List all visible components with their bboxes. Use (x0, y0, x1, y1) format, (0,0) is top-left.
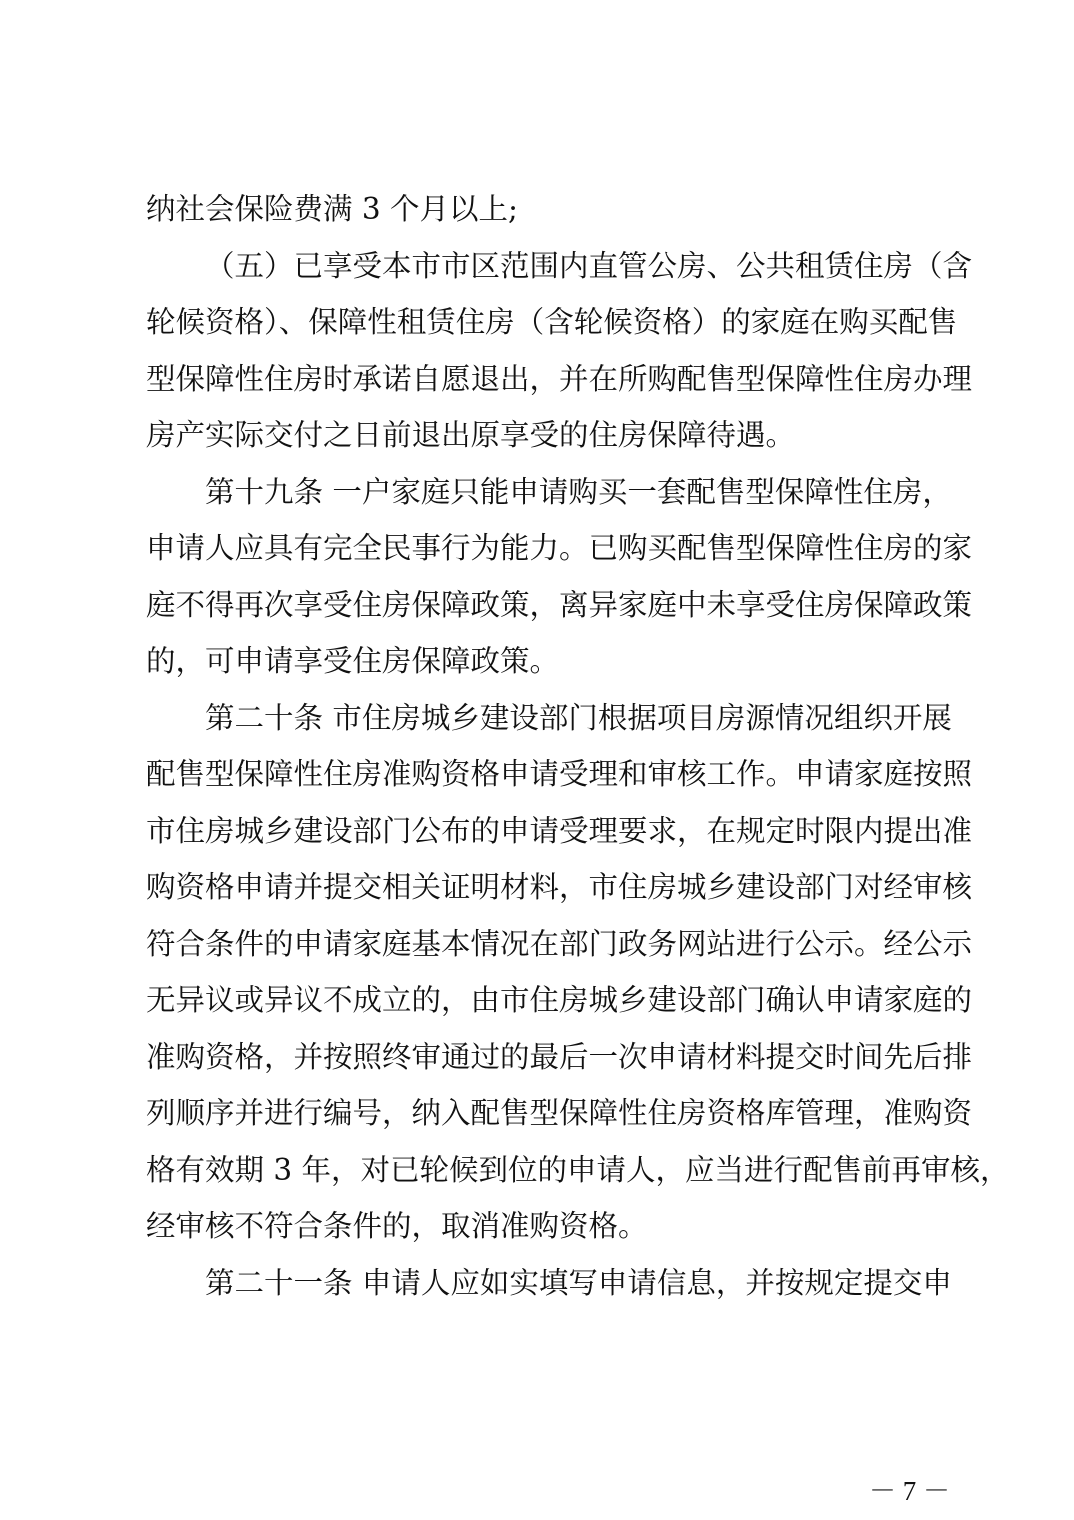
text-line-16: 准购资格，并按照终审通过的最后一次申请材料提交时间先后排 (146, 1040, 973, 1074)
text-line-5: 房产实际交付之日前退出原享受的住房保障待遇。 (146, 418, 796, 452)
text-line-15: 无异议或异议不成立的，由市住房城乡建设部门确认申请家庭的 (146, 983, 973, 1017)
text-line-1: 纳社会保险费满 3 个月以上; (146, 192, 518, 226)
article-19-heading-line: 第十九条 一户家庭只能申请购买一套配售型保障性住房， (205, 475, 952, 509)
text-line-13: 购资格申请并提交相关证明材料，市住房城乡建设部门对经审核 (146, 870, 973, 904)
text-line-9: 的，可申请享受住房保障政策。 (146, 644, 560, 678)
text-line-17: 列顺序并进行编号，纳入配售型保障性住房资格库管理，准购资 (146, 1096, 973, 1130)
text-line-18: 格有效期 3 年，对已轮候到位的申请人，应当进行配售前再审核， (146, 1153, 1010, 1187)
text-line-19: 经审核不符合条件的，取消准购资格。 (146, 1209, 648, 1243)
text-line-3: 轮候资格）、保障性租赁住房（含轮候资格）的家庭在购买配售 (146, 305, 958, 339)
text-line-4: 型保障性住房时承诺自愿退出，并在所购配售型保障性住房办理 (146, 362, 973, 396)
text-line-11: 配售型保障性住房准购资格申请受理和审核工作。申请家庭按照 (146, 757, 973, 791)
article-21-heading-line: 第二十一条 申请人应如实填写申请信息，并按规定提交申 (205, 1266, 952, 1300)
text-line-12: 市住房城乡建设部门公布的申请受理要求，在规定时限内提出准 (146, 814, 973, 848)
text-line-7: 申请人应具有完全民事行为能力。已购买配售型保障性住房的家 (146, 531, 973, 565)
text-line-2: （五）已享受本市市区范围内直管公房、公共租赁住房（含 (205, 249, 973, 283)
text-line-8: 庭不得再次享受住房保障政策，离异家庭中未享受住房保障政策 (146, 588, 973, 622)
article-20-heading-line: 第二十条 市住房城乡建设部门根据项目房源情况组织开展 (205, 701, 952, 735)
page-number: － 7 － (869, 1476, 950, 1506)
text-line-14: 符合条件的申请家庭基本情况在部门政务网站进行公示。经公示 (146, 927, 973, 961)
